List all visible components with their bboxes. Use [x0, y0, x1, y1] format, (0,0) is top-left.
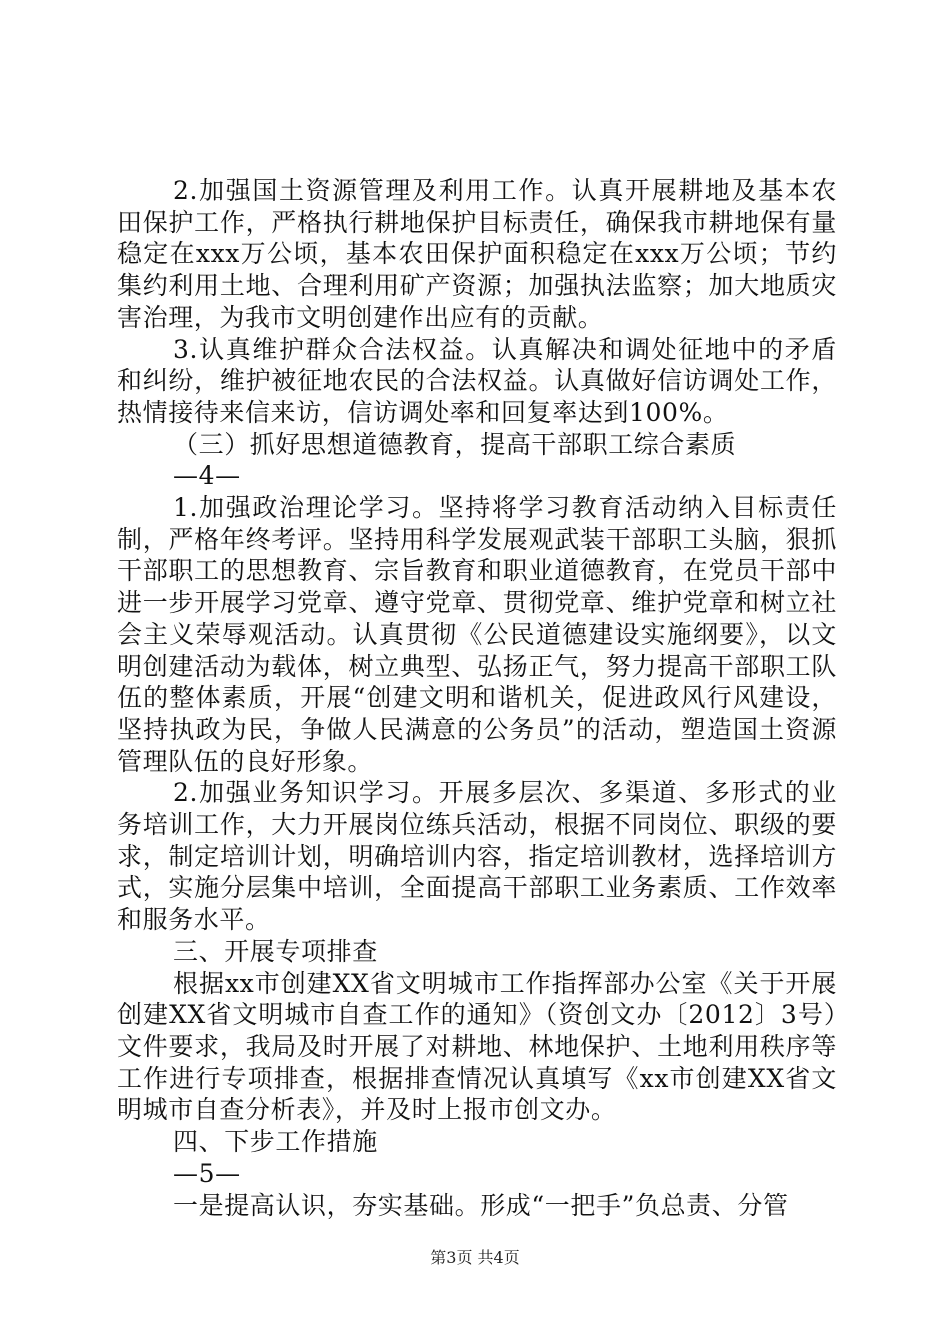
- page-footer: 第3页 共4页: [430, 1248, 520, 1267]
- paragraph-special-inspection: 根据xx市创建XX省文明城市工作指挥部办公室《关于开展创建XX省文明城市自查工作的通知》（资创文办〔2012〕3号）文件要求，我局及时开展了对耕地、林地保护、土地利用秩序等工作进行专项排查，根据排查情况认真填写《xx市创建XX省文明城市自查分析表》，并及时上报市创文办。: [117, 968, 837, 1125]
- section-heading-special-inspection: 三、开展专项排查: [173, 936, 378, 966]
- section-heading-moral-education: （三）抓好思想道德教育，提高干部职工综合素质: [173, 429, 737, 459]
- paragraph-protect-rights: 3.认真维护群众合法权益。认真解决和调处征地中的矛盾和纠纷，维护被征地农民的合法权益。认真做好信访调处工作，热情接待来信来访，信访调处率和回复率达到100%。: [117, 334, 837, 427]
- document-body: [117, 175, 837, 1221]
- paragraph-political-study: 1.加强政治理论学习。坚持将学习教育活动纳入目标责任制，严格年终考评。坚持用科学发展观武装干部职工头脑，狠抓干部职工的思想教育、宗旨教育和职业道德教育，在党员干部中进一步开展学习党章、遵守党章、贯彻党章、维护党章和树立社会主义荣辱观活动。认真贯彻《公民道德建设实施纲要》，以文明创建活动为载体，树立典型、弘扬正气，努力提高干部职工队伍的整体素质，开展“创建文明和谐机关，促进政风行风建设，坚持执政为民，争做人民满意的公务员”的活动，塑造国土资源管理队伍的良好形象。: [117, 493, 837, 776]
- section-heading-next-steps: 四、下步工作措施: [173, 1127, 378, 1157]
- paragraph-business-study: 2.加强业务知识学习。开展多层次、多渠道、多形式的业务培训工作，大力开展岗位练兵活动，根据不同岗位、职级的要求，制定培训计划，明确培训内容，指定培训教材，选择培训方式，实施分层集中培训，全面提高干部职工业务素质、工作效率和服务水平。: [117, 778, 837, 935]
- paragraph-next-steps-first: 一是提高认识，夯实基础。形成“一把手”负总责、分管: [173, 1190, 789, 1220]
- page-marker-5: —5—: [173, 1158, 241, 1188]
- paragraph-land-resource-management: 2.加强国土资源管理及利用工作。认真开展耕地及基本农田保护工作，严格执行耕地保护目标责任，确保我市耕地保有量稳定在xxx万公顷，基本农田保护面积稳定在xxx万公顷；节约集约利用土地、合理利用矿产资源；加强执法监察；加大地质灾害治理，为我市文明创建作出应有的贡献。: [117, 176, 837, 332]
- page-marker-4: —4—: [173, 461, 241, 491]
